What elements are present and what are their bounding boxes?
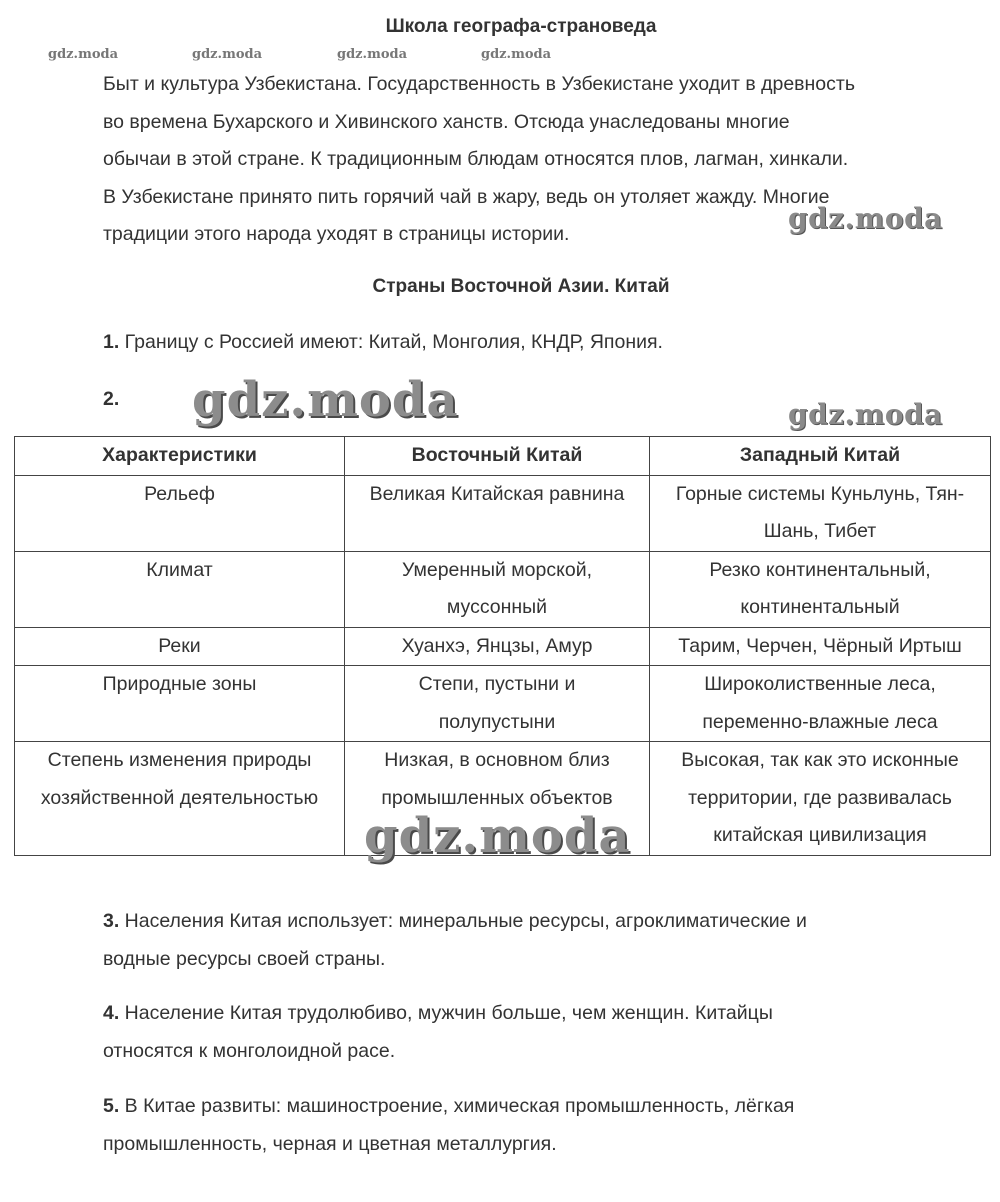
column-header: Западный Китай bbox=[650, 437, 991, 476]
watermark-small-1: gdz.moda bbox=[48, 47, 119, 62]
table-row bbox=[15, 627, 991, 666]
page-title: Школа географа-страноведа bbox=[385, 16, 657, 37]
answer-text: Население Китая трудолюбиво, мужчин больше, чем женщин. Китайцы bbox=[119, 1002, 773, 1024]
intro-line: традиции этого народа уходят в страницы истории. bbox=[103, 223, 570, 245]
answer-4 bbox=[103, 995, 773, 1070]
table-cell: Резко континентальный, континентальный bbox=[650, 551, 991, 627]
answer-text: относятся к монголоидной расе. bbox=[103, 1039, 396, 1062]
answer-5 bbox=[103, 1088, 794, 1163]
section-title: Страны Восточной Азии. Китай bbox=[372, 276, 670, 297]
answer-2-number: 2. bbox=[103, 388, 120, 410]
intro-line: во времена Бухарского и Хивинского ханств. Отсюда унаследованы многие bbox=[103, 110, 790, 133]
table-cell: Широколиственные леса, переменно-влажные леса bbox=[650, 666, 991, 742]
table-cell: Тарим, Черчен, Чёрный Иртыш bbox=[650, 627, 991, 666]
table-cell: Климат bbox=[15, 551, 345, 627]
table-cell: Природные зоны bbox=[15, 666, 345, 742]
table-cell: Умеренный морской, муссонный bbox=[345, 551, 650, 627]
table-cell: Горные системы Куньлунь, Тян- Шань, Тибет bbox=[650, 475, 991, 551]
intro-line: обычаи в этой стране. К традиционным блюдам относятся плов, лагман, хинкали. bbox=[103, 148, 849, 170]
table-row bbox=[15, 475, 991, 551]
china-comparison-table bbox=[14, 436, 991, 856]
intro-line: В Узбекистане принято пить горячий чай в жару, ведь он утоляет жажду. Многие bbox=[103, 185, 830, 208]
answer-text: Населения Китая использует: минеральные ресурсы, агроклиматические и bbox=[119, 910, 807, 932]
watermark-small-2: gdz.moda bbox=[192, 47, 263, 62]
intro-line: Быт и культура Узбекистана. Государственность в Узбекистане уходит в древность bbox=[103, 73, 855, 95]
watermark-large-1: gdz.moda bbox=[192, 372, 459, 428]
answer-number: 1. bbox=[103, 331, 120, 353]
table-cell: Степень изменения природы хозяйственной деятельностью bbox=[15, 742, 345, 856]
answer-text: промышленность, черная и цветная металлургия. bbox=[103, 1132, 557, 1155]
watermark-small-3: gdz.moda bbox=[337, 47, 408, 62]
answer-1 bbox=[103, 324, 663, 362]
answer-text: Границу с Россией имеют: Китай, Монголия, КНДР, Япония. bbox=[119, 331, 663, 353]
watermark-small-4: gdz.moda bbox=[481, 47, 552, 62]
column-header: Характеристики bbox=[15, 437, 345, 476]
answer-number: 4. bbox=[103, 1002, 120, 1024]
watermark-medium-2: gdz.moda bbox=[788, 398, 943, 431]
table-cell: Реки bbox=[15, 627, 345, 666]
table-cell: Степи, пустыни и полупустыни bbox=[345, 666, 650, 742]
watermark-medium-1: gdz.moda bbox=[788, 202, 943, 235]
answer-text: В Китае развиты: машиностроение, химическая промышленность, лёгкая bbox=[119, 1095, 795, 1117]
answer-number: 3. bbox=[103, 910, 120, 932]
table-cell: Высокая, так как это исконные территории, где развивалась китайская цивилизация bbox=[650, 742, 991, 856]
table-cell: Низкая, в основном близ промышленных объектов bbox=[345, 742, 650, 856]
answer-number: 5. bbox=[103, 1095, 120, 1117]
table-row bbox=[15, 666, 991, 742]
answer-3 bbox=[103, 903, 807, 978]
answer-text: водные ресурсы своей страны. bbox=[103, 947, 386, 970]
table-header-row bbox=[15, 437, 991, 476]
table-row bbox=[15, 551, 991, 627]
watermark-large-2: gdz.moda bbox=[364, 808, 631, 864]
column-header: Восточный Китай bbox=[345, 437, 650, 476]
table-cell: Хуанхэ, Янцзы, Амур bbox=[345, 627, 650, 666]
table-cell: Великая Китайская равнина bbox=[345, 475, 650, 551]
table-cell: Рельеф bbox=[15, 475, 345, 551]
